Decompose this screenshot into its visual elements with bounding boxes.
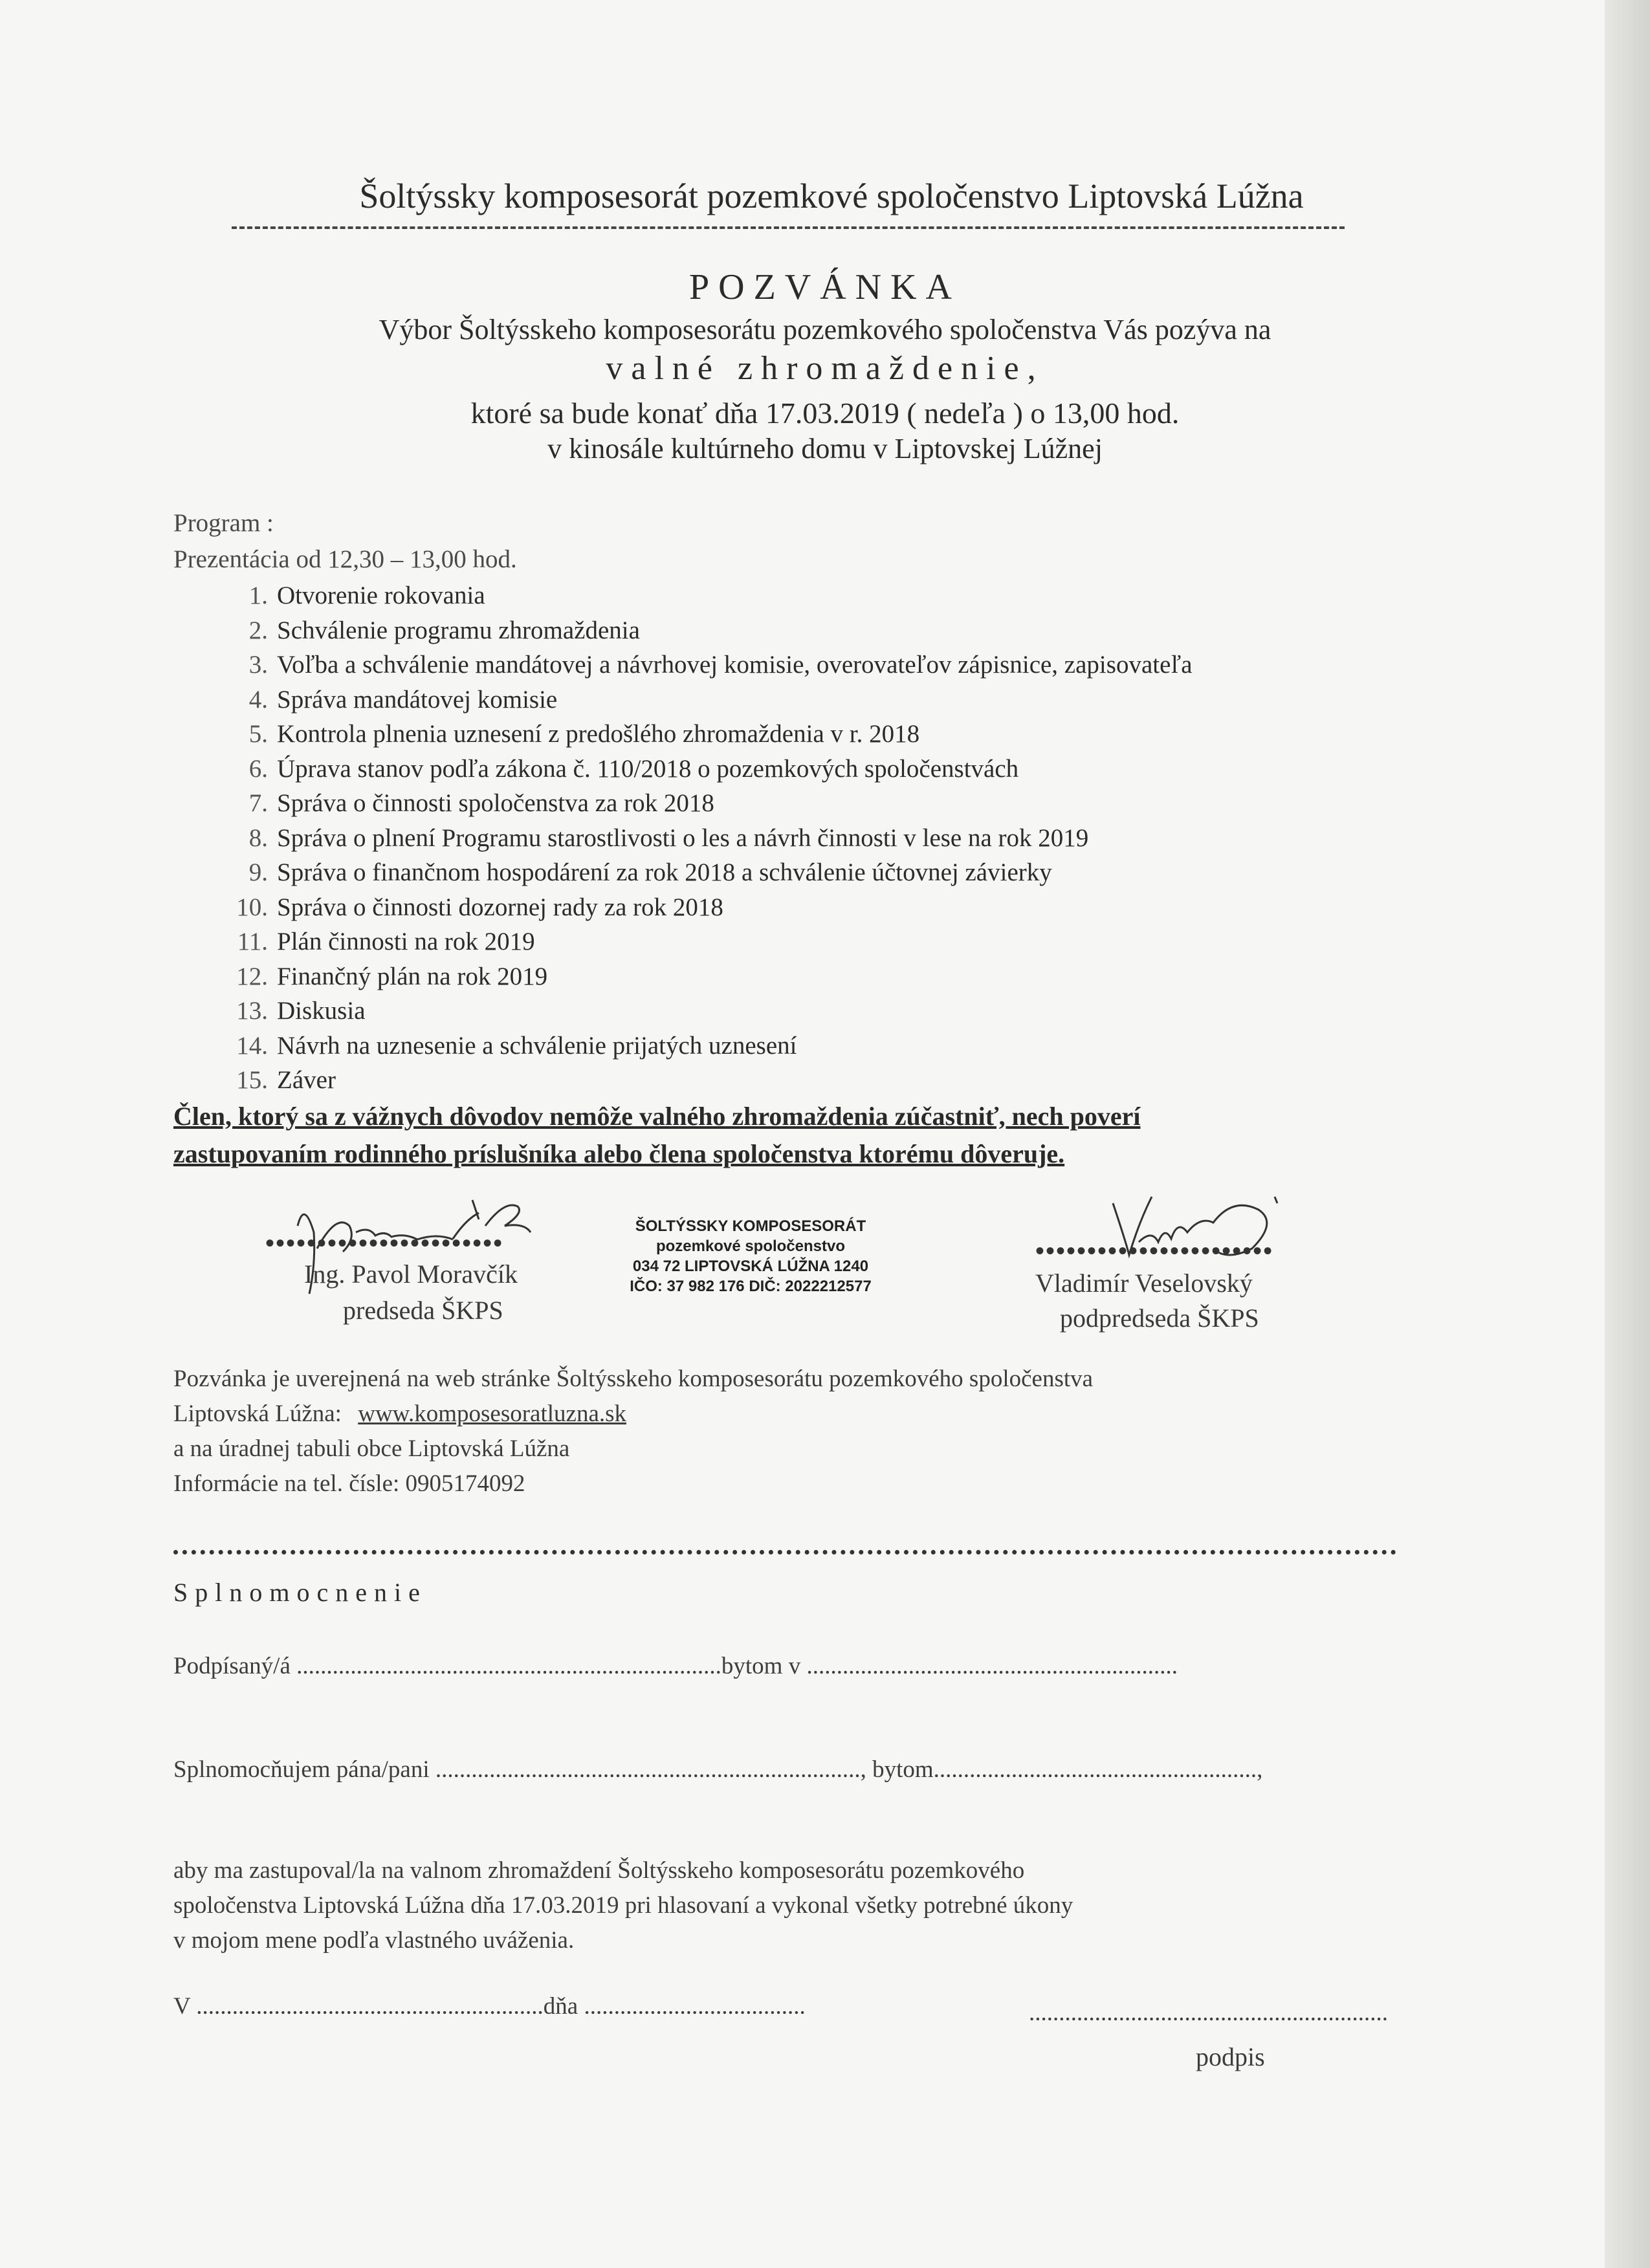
- program-item-number: 5.: [248, 720, 268, 748]
- authorization-signature-label: podpis: [1196, 2042, 1265, 2071]
- phone-info: Informácie na tel. čísle: 0905174092: [173, 1470, 525, 1497]
- program-item-text: Plán činnosti na rok 2019: [277, 928, 535, 955]
- publication-note-line3: a na úradnej tabuli obce Liptovská Lúžna: [173, 1435, 570, 1462]
- registration-time: Prezentácia od 12,30 – 13,00 hod.: [173, 545, 517, 573]
- authorization-heading: Splnomocnenie: [173, 1578, 427, 1607]
- program-item-text: Návrh na uznesenie a schválenie prijatých uznesení: [277, 1032, 797, 1060]
- program-item-number: 2.: [248, 616, 268, 644]
- program-item: [214, 754, 1018, 783]
- program-item-text: Schválenie programu zhromaždenia: [277, 616, 640, 644]
- cut-line-divider: [173, 1550, 1396, 1560]
- program-item-number: 1.: [248, 582, 268, 609]
- publication-note-line1: Pozvánka je uverejnená na web stránke Šoltýsskeho komposesorátu pozemkového spoločenstva: [173, 1366, 1094, 1392]
- program-item: [214, 996, 366, 1025]
- program-item-number: 8.: [248, 824, 268, 852]
- authorization-text-line3: v mojom mene podľa vlastného uváženia.: [173, 1927, 575, 1954]
- organization-stamp: [582, 1216, 919, 1296]
- program-item-text: Kontrola plnenia uznesení z predošlého zhromaždenia v r. 2018: [277, 720, 920, 748]
- program-item: [214, 962, 547, 991]
- program-item-text: Voľba a schválenie mandátovej a návrhovej komisie, overovateľov zápisnice, zapisovateľa: [277, 651, 1193, 679]
- program-item: [214, 858, 1052, 887]
- program-item: [214, 650, 1193, 679]
- program-label: Program :: [173, 509, 274, 537]
- authorization-text-line1: aby ma zastupoval/la na valnom zhromaždení Šoltýsskeho komposesorátu pozemkového: [173, 1857, 1025, 1884]
- program-item: [214, 893, 723, 922]
- authorization-place-date: V ..........................................................dňa .....................................: [173, 1993, 806, 2020]
- program-item-text: Otvorenie rokovania: [277, 582, 485, 609]
- program-item: [214, 1065, 336, 1095]
- event-location: v kinosále kultúrneho domu v Liptovskej Lúžnej: [547, 433, 1103, 464]
- event-name: valné zhromaždenie,: [606, 350, 1044, 387]
- authorization-signer-row: Podpísaný/á .......................................................................bytom v ..............................................................: [173, 1653, 1178, 1679]
- program-item-number: 7.: [248, 789, 268, 817]
- program-item-number: 3.: [248, 651, 268, 679]
- vice-chairman-name: Vladimír Veselovský: [1035, 1269, 1253, 1298]
- vice-chairman-signature-line: •••••••••••••••••••••••: [1035, 1236, 1274, 1265]
- event-date-time: ktoré sa bude konať dňa 17.03.2019 ( nedeľa ) o 13,00 hod.: [470, 397, 1180, 430]
- authorization-signature-line: ............................................................: [1029, 2000, 1388, 2026]
- program-item-number: 10.: [236, 893, 268, 921]
- authorization-text-line2: spoločenstva Liptovská Lúžna dňa 17.03.2019 pri hlasovaní a vykonal všetky potrebné úkony: [173, 1892, 1073, 1919]
- program-item: [214, 616, 640, 645]
- program-item-text: Správa o činnosti dozornej rady za rok 2018: [277, 893, 723, 921]
- program-item: [214, 823, 1088, 853]
- program-item-number: 9.: [248, 858, 268, 886]
- organization-name: Šoltýssky komposesorát pozemkové spoločenstvo Liptovská Lúžna: [359, 177, 1304, 215]
- program-item-text: Správa o činnosti spoločenstva za rok 2018: [277, 789, 714, 817]
- chairman-role: predseda ŠKPS: [343, 1296, 503, 1325]
- program-item: [214, 789, 714, 818]
- document-title: POZVÁNKA: [689, 267, 961, 307]
- program-item-number: 4.: [248, 686, 268, 714]
- dashed-divider: [232, 226, 1345, 235]
- program-item: [214, 927, 535, 956]
- vice-chairman-role: podpredseda ŠKPS: [1060, 1303, 1259, 1333]
- program-item-number: 6.: [248, 755, 268, 783]
- program-item-number: 13.: [236, 997, 268, 1025]
- program-item-text: Diskusia: [277, 997, 366, 1025]
- chairman-name: Ing. Pavol Moravčík: [304, 1259, 518, 1289]
- stamp-line-3: 034 72 LIPTOVSKÁ LÚŽNA 1240: [632, 1258, 869, 1275]
- proxy-notice-line2: zastupovaním rodinného príslušníka alebo člena spoločenstva ktorému dôveruje.: [173, 1139, 1065, 1168]
- program-item-text: Úprava stanov podľa zákona č. 110/2018 o pozemkových spoločenstvách: [277, 755, 1019, 783]
- program-item-number: 14.: [236, 1032, 268, 1060]
- program-item-text: Záver: [277, 1066, 336, 1094]
- program-item-text: Správa o plnení Programu starostlivosti o les a návrh činnosti v lese na rok 2019: [277, 824, 1089, 852]
- publication-note-prefix: Liptovská Lúžna:: [173, 1401, 342, 1427]
- chairman-signature-line: •••••••••••••••••••••••: [265, 1228, 504, 1258]
- stamp-line-2: pozemkové spoločenstvo: [655, 1238, 846, 1255]
- program-item-number: 15.: [236, 1066, 268, 1094]
- authorization-proxy-row: Splnomocňujem pána/pani ......................................................................., bytom......................................................,: [173, 1756, 1263, 1783]
- proxy-notice-line1: Člen, ktorý sa z vážnych dôvodov nemôže valného zhromaždenia zúčastniť, nech poverí: [173, 1102, 1141, 1131]
- stamp-line-4: IČO: 37 982 176 DIČ: 2022212577: [630, 1278, 872, 1295]
- program-item: [214, 581, 485, 610]
- stamp-line-1: ŠOLTÝSSKY KOMPOSESORÁT: [635, 1217, 866, 1235]
- invitation-intro: Výbor Šoltýsskeho komposesorátu pozemkového spoločenstva Vás pozýva na: [379, 314, 1271, 345]
- program-item: [214, 685, 557, 714]
- program-item: [214, 1031, 797, 1060]
- program-item-number: 12.: [236, 963, 268, 990]
- program-item-text: Finančný plán na rok 2019: [277, 963, 548, 990]
- program-item-text: Správa mandátovej komisie: [277, 686, 558, 714]
- website-link[interactable]: www.komposesoratluzna.sk: [358, 1401, 627, 1427]
- program-item: [214, 719, 919, 748]
- program-item-text: Správa o finančnom hospodárení za rok 2018 a schválenie účtovnej závierky: [277, 858, 1052, 886]
- publication-note-line2: [173, 1400, 626, 1428]
- program-item-number: 11.: [237, 928, 268, 955]
